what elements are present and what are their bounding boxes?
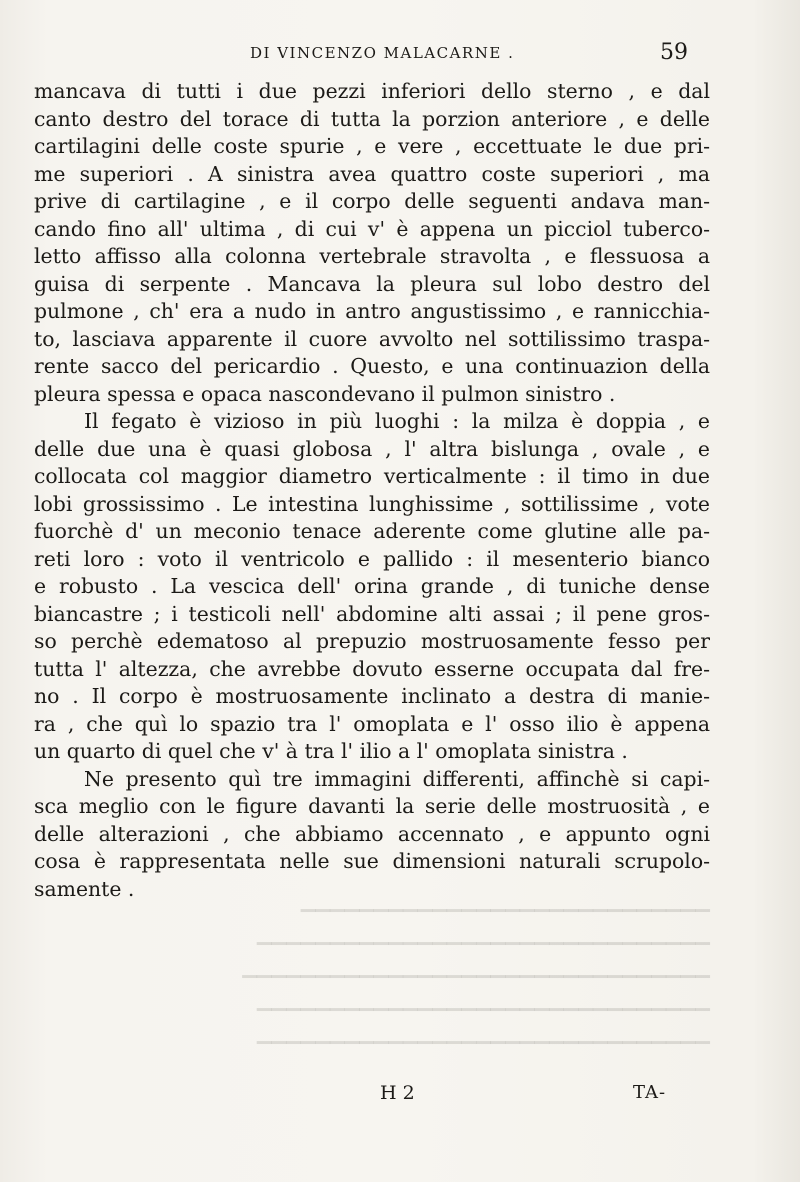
text-line: un quarto di quel che v' à tra l' ilio a l' omoplata sinistra . — [34, 739, 628, 763]
page-number: 59 — [660, 40, 688, 65]
text-line: collocata col maggior diametro verticalmente : il timo in due — [34, 464, 710, 488]
text-line: to, lasciava apparente il cuore avvolto nel sottilissimo traspa- — [34, 326, 710, 351]
text-line: cando fino all' ultima , di cui v' è appena un picciol tuberco- — [34, 216, 710, 241]
text-line: no . Il corpo è mostruosamente inclinato a destra di manie- — [34, 684, 710, 708]
text-line: delle due una è quasi globosa , l' altra bislunga , ovale , e — [34, 436, 710, 461]
text-line: guisa di serpente . Mancava la pleura sul lobo destro del — [34, 271, 710, 296]
paragraph-2 — [34, 408, 710, 766]
text-line: mancava di tutti i due pezzi inferiori dello sterno , e dal — [34, 79, 710, 103]
catchword: TA- — [633, 1082, 667, 1103]
text-line: biancastre ; i testicoli nell' abdomine alti assai ; il pene gros- — [34, 601, 710, 626]
text-line: samente . — [34, 876, 135, 901]
text-line: pulmone , ch' era a nudo in antro angustissimo , e rannicchia- — [34, 299, 710, 323]
text-line: e robusto . La vescica dell' orina grande , di tuniche dense — [34, 574, 710, 598]
paragraph-3 — [34, 766, 710, 904]
paragraph-1 — [34, 78, 710, 408]
text-line: cosa è rappresentata nelle sue dimensioni naturali scrupolo- — [34, 849, 710, 873]
text-line: me superiori . A sinistra avea quattro coste superiori , ma — [34, 161, 710, 186]
text-line: fuorchè d' un meconio tenace aderente come glutine alle pa- — [34, 519, 710, 543]
text-line: pleura spessa e opaca nascondevano il pulmon sinistro . — [34, 381, 616, 406]
signature-mark: H 2 — [380, 1082, 415, 1104]
text-line: sca meglio con le figure davanti la serie delle mostruosità , e — [34, 794, 710, 818]
body-text — [34, 78, 710, 903]
text-line: Ne presento quì tre immagini differenti, affinchè si capi- — [84, 766, 710, 791]
text-line: reti loro : voto il ventricolo e pallido : il mesenterio bianco — [34, 546, 710, 571]
text-line: lobi grossissimo . Le intestina lunghissime , sottilissime , vote — [34, 491, 710, 516]
text-line: cartilagini delle coste spurie , e vere , eccettuate le due pri- — [34, 134, 710, 158]
text-line: canto destro del torace di tutta la porzion anteriore , e delle — [34, 106, 710, 131]
text-line: rente sacco del pericardio . Questo, e una continuazion della — [34, 354, 710, 378]
bleed-through-text: ▔▔▔▔▔▔▔▔▔▔▔▔▔▔▔▔▔▔▔▔▔▔▔▔▔▔▔▔ ▔▔▔▔▔▔▔▔▔▔▔▔▔▔▔▔▔▔▔▔▔▔▔▔▔▔▔▔▔▔▔ ▔▔▔▔▔▔▔▔▔▔▔▔▔▔▔▔▔▔▔▔▔▔▔▔▔▔▔▔▔▔▔▔ ▔▔▔▔▔▔▔▔▔▔▔▔▔▔▔▔▔▔▔▔▔▔▔▔▔▔▔▔▔▔▔ ▔▔▔▔▔▔▔▔▔▔▔▔▔▔▔▔▔▔▔▔▔▔▔▔▔▔▔▔▔▔▔ — [242, 910, 710, 1064]
text-line: tutta l' altezza, che avrebbe dovuto esserne occupata dal fre- — [34, 656, 710, 681]
text-line: so perchè edematoso al prepuzio mostruosamente fesso per — [34, 629, 710, 653]
text-line: ra , che quì lo spazio tra l' omoplata e l' osso ilio è appena — [34, 711, 710, 736]
text-line: Il fegato è vizioso in più luoghi : la milza è doppia , e — [84, 409, 710, 433]
text-line: delle alterazioni , che abbiamo accennato , e appunto ogni — [34, 821, 710, 846]
text-line: prive di cartilagine , e il corpo delle seguenti andava man- — [34, 189, 710, 213]
running-head: DI VINCENZO MALACARNE . — [250, 44, 515, 62]
text-line: letto affisso alla colonna vertebrale stravolta , e flessuosa a — [34, 244, 710, 268]
